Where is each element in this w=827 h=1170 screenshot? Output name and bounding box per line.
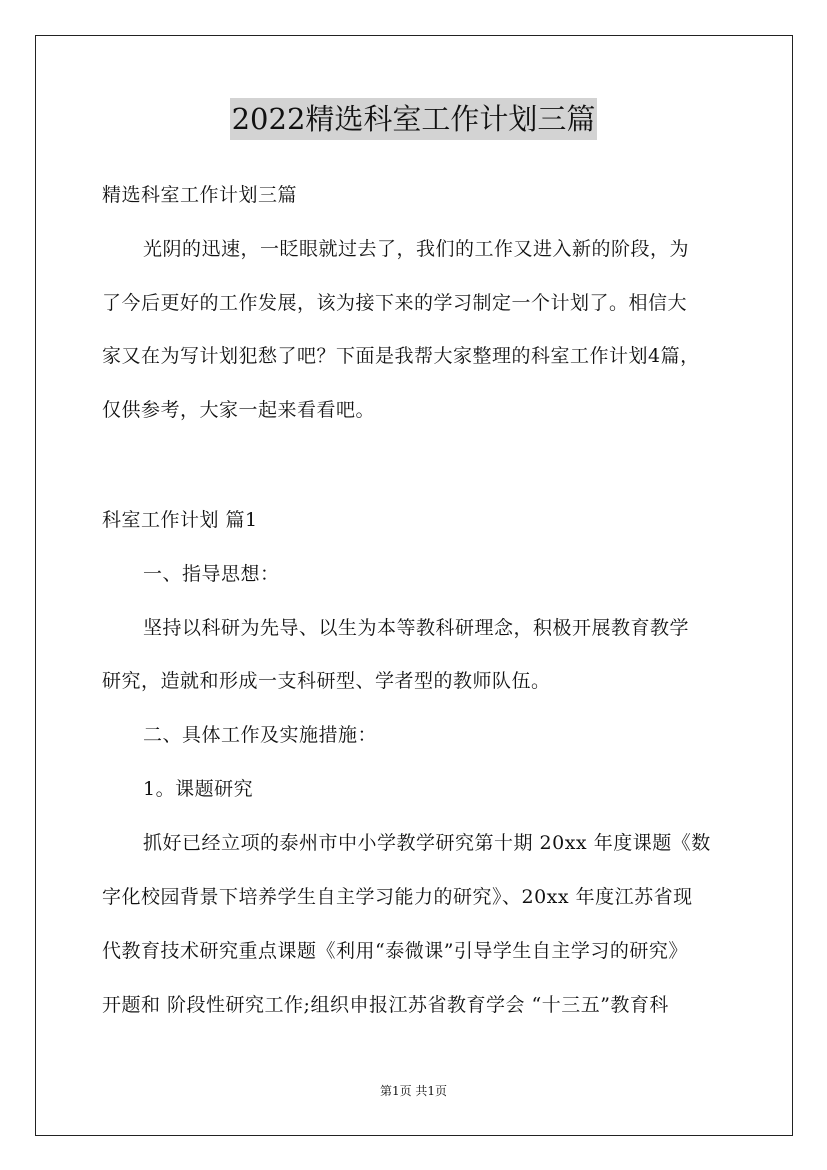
intro-line: 仅供参考，大家一起来看看吧。 (102, 399, 376, 421)
item1-body-line: 开题和 阶段性研究工作;组织申报江苏省教育学会 “十三五”教育科 (102, 994, 669, 1016)
document-subtitle: 精选科室工作计划三篇 (102, 184, 298, 206)
section2-heading: 二、具体工作及实施措施： (143, 724, 378, 746)
section-heading: 科室工作计划 篇1 (102, 509, 258, 531)
item1-body-line: 字化校园背景下培养学生自主学习能力的研究》、20xx 年度江苏省现 (102, 886, 693, 908)
page-footer: 第1页 共1页 (379, 1084, 448, 1098)
intro-line: 了今后更好的工作发展，该为接下来的学习制定一个计划了。相信大 (102, 292, 688, 314)
item1-heading: 1。课题研究 (143, 778, 254, 800)
title-container (0, 98, 827, 140)
intro-line: 家又在为写计划犯愁了吧？下面是我帮大家整理的科室工作计划4篇， (102, 345, 700, 367)
section1-body-line: 研究，造就和形成一支科研型、学者型的教师队伍。 (102, 670, 551, 692)
item1-body-line: 抓好已经立项的泰州市中小学教学研究第十期 20xx 年度课题《数 (143, 832, 711, 854)
section1-body-line: 坚持以科研为先导、以生为本等教科研理念，积极开展教育教学 (143, 617, 690, 639)
document-title: 2022精选科室工作计划三篇 (230, 98, 598, 140)
item1-body-line: 代教育技术研究重点课题《利用“泰微课”引导学生自主学习的研究》 (102, 940, 688, 962)
intro-line: 光阴的迅速，一眨眼就过去了，我们的工作又进入新的阶段，为 (143, 238, 690, 260)
section1-heading: 一、指导思想： (143, 563, 280, 585)
